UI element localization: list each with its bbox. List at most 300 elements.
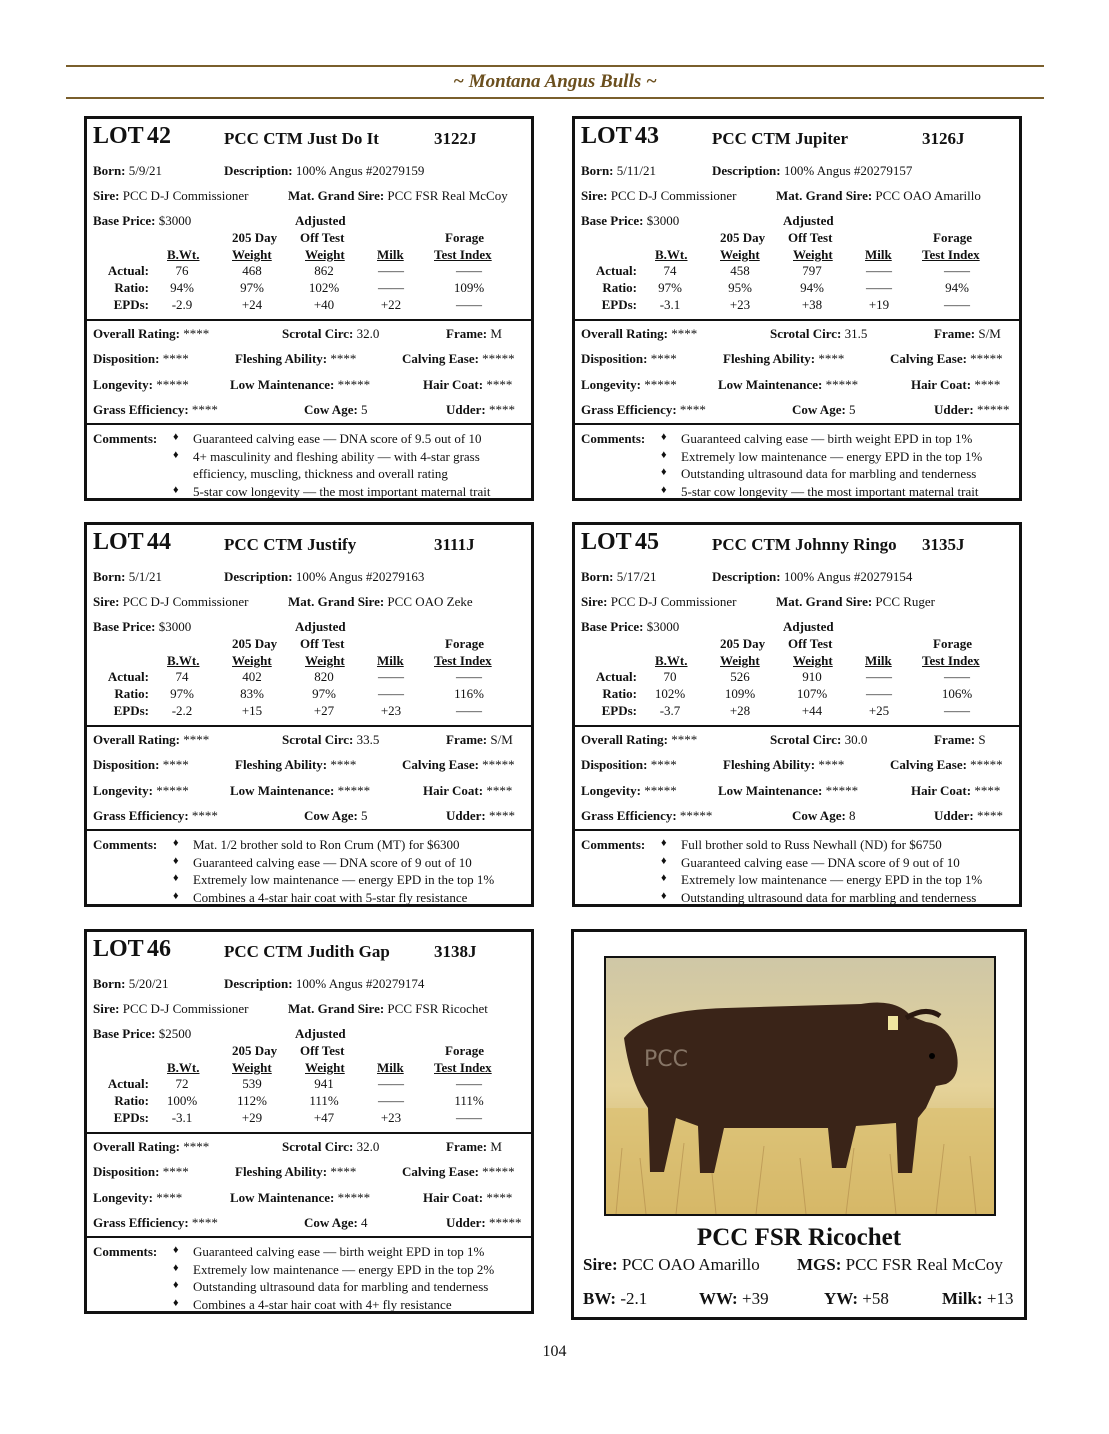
cow-age: Cow Age: 5 (792, 402, 856, 417)
comment-line: 4+ masculinity and fleshing ability — with 4-star grass (193, 448, 480, 464)
born-field: Born: 5/9/21 (93, 163, 162, 178)
sire-field: Sire: PCC D-J Commissioner (581, 188, 737, 203)
comment-line: Guaranteed calving ease — DNA score of 9.5 out of 10 (193, 431, 482, 446)
row-label-actual: Actual: (107, 1076, 149, 1091)
cell-epds-2: +40 (313, 297, 335, 312)
cell-epds-4: —— (456, 297, 482, 312)
comment-bullet-icon: ♦ (173, 854, 179, 867)
cell-ratio-3: —— (866, 280, 892, 295)
feature-bull-mgs: MGS: PCC FSR Real McCoy (797, 1255, 1003, 1274)
cell-ratio-4: 109% (453, 280, 485, 295)
cell-actual-3: —— (866, 669, 892, 684)
row-label-actual: Actual: (107, 669, 149, 684)
cell-actual-0: 76 (175, 263, 189, 278)
row-label-epds: EPDs: (601, 297, 637, 312)
divider (87, 725, 531, 727)
row-label-ratio: Ratio: (114, 686, 149, 701)
base-price-field: Base Price: $3000 (581, 619, 680, 634)
scrotal-circ: Scrotal Circ: 30.0 (770, 732, 868, 747)
cell-actual-1: 539 (242, 1076, 262, 1091)
cell-actual-0: 74 (175, 669, 189, 684)
cell-actual-2: 941 (314, 1076, 334, 1091)
comments-label: Comments: (581, 837, 646, 852)
comment-line: efficiency, muscling, thickness and overall rating (193, 466, 448, 481)
col-bwt: B.Wt. (167, 1060, 200, 1075)
cell-actual-4: —— (944, 263, 970, 278)
description-field: Description: 100% Angus #20279154 (712, 569, 913, 584)
lot-heading: LOT 43 (581, 123, 659, 149)
disposition: Disposition: **** (93, 757, 189, 772)
col-205-bottom: Weight (232, 653, 272, 668)
scrotal-circ: Scrotal Circ: 31.5 (770, 326, 868, 341)
bull-illustration (606, 958, 994, 1214)
cell-actual-2: 820 (314, 669, 334, 684)
lot-card-43 (572, 116, 1022, 501)
bull-name: PCC CTM Judith Gap (224, 942, 390, 961)
comment-line: Extremely low maintenance — energy EPD in the top 1% (193, 872, 495, 887)
cell-epds-2: +27 (313, 703, 335, 718)
born-field: Born: 5/17/21 (581, 569, 657, 584)
cell-epds-0: -3.7 (659, 703, 681, 718)
cell-ratio-4: 116% (454, 686, 484, 701)
cell-epds-4: —— (456, 703, 482, 718)
comment-line: Guaranteed calving ease — birth weight EPD in top 1% (681, 431, 973, 446)
base-price-field: Base Price: $2500 (93, 1026, 192, 1041)
comment-bullet-icon: ♦ (661, 872, 667, 884)
col-adjusted-header: Adjusted (783, 213, 834, 228)
col-offtest-top: Off Test (300, 230, 345, 245)
comment-bullet-icon: ♦ (661, 889, 667, 902)
fleshing-ability: Fleshing Ability: **** (723, 351, 845, 366)
col-forage-bottom: Test Index (434, 247, 492, 262)
low-maintenance: Low Maintenance: ***** (230, 377, 371, 392)
disposition: Disposition: **** (93, 1164, 189, 1179)
udder: Udder: **** (446, 808, 515, 823)
cell-ratio-0: 102% (654, 686, 686, 701)
longevity: Longevity: ***** (93, 783, 189, 798)
cow-age: Cow Age: 5 (304, 808, 368, 823)
comment-bullet-icon: ♦ (173, 448, 179, 461)
cell-ratio-2: 97% (312, 686, 336, 701)
frame: Frame: S (934, 732, 986, 747)
cell-actual-0: 74 (663, 263, 677, 278)
base-price-field: Base Price: $3000 (581, 213, 680, 228)
cell-epds-3: +22 (380, 297, 402, 312)
comment-bullet-icon: ♦ (173, 1244, 179, 1256)
cell-actual-0: 72 (175, 1076, 189, 1091)
lot-heading: LOT 45 (581, 529, 659, 555)
grass-efficiency: Grass Efficiency: **** (93, 808, 218, 823)
bull-tag: 3135J (922, 535, 965, 554)
feature-bull-card (571, 929, 1027, 1320)
feature-bull-yw: YW: +58 (824, 1289, 889, 1308)
cell-actual-4: —— (456, 1076, 482, 1091)
comment-bullet-icon: ♦ (173, 889, 179, 902)
lot-heading: LOT 42 (93, 123, 171, 149)
cell-ratio-2: 111% (309, 1093, 339, 1108)
row-label-actual: Actual: (595, 669, 637, 684)
col-forage-top: Forage (933, 636, 972, 651)
cell-ratio-0: 97% (658, 280, 682, 295)
frame: Frame: S/M (446, 732, 513, 747)
cell-ratio-3: —— (378, 686, 404, 701)
overall-rating: Overall Rating: **** (93, 1139, 210, 1154)
born-field: Born: 5/20/21 (93, 976, 169, 991)
comment-line: Extremely low maintenance — energy EPD in the top 1% (681, 448, 983, 464)
cell-ratio-3: —— (866, 686, 892, 701)
lot-card-46 (84, 929, 534, 1314)
comment-line: Guaranteed calving ease — DNA score of 9 out of 10 (193, 854, 472, 870)
feature-bull-ww: WW: +39 (699, 1289, 769, 1308)
col-forage-top: Forage (445, 636, 484, 651)
low-maintenance: Low Maintenance: ***** (718, 783, 859, 798)
col-bwt: B.Wt. (655, 653, 688, 668)
mgs-field: Mat. Grand Sire: PCC OAO Amarillo (776, 188, 981, 203)
udder: Udder: ***** (446, 1215, 522, 1230)
lot-card-45 (572, 522, 1022, 907)
comment-bullet-icon: ♦ (173, 1296, 179, 1309)
calving-ease: Calving Ease: ***** (890, 351, 1003, 366)
bull-name: PCC CTM Jupiter (712, 129, 848, 148)
comment-bullet-icon: ♦ (173, 431, 179, 443)
col-forage-top: Forage (445, 230, 484, 245)
comment-line: Guaranteed calving ease — birth weight EPD in top 1% (193, 1244, 485, 1259)
sire-field: Sire: PCC D-J Commissioner (93, 594, 249, 609)
cell-epds-2: +44 (801, 703, 823, 718)
col-205-bottom: Weight (720, 247, 760, 262)
divider (87, 319, 531, 321)
row-label-actual: Actual: (107, 263, 149, 278)
cell-ratio-1: 95% (728, 280, 752, 295)
calving-ease: Calving Ease: ***** (402, 757, 515, 772)
comment-line: Guaranteed calving ease — DNA score of 9 out of 10 (681, 854, 960, 870)
udder: Udder: ***** (934, 402, 1010, 417)
cell-actual-0: 70 (663, 669, 677, 684)
fleshing-ability: Fleshing Ability: **** (235, 351, 357, 366)
col-offtest-bottom: Weight (305, 1060, 345, 1075)
comment-bullet-icon: ♦ (661, 483, 667, 496)
comments-label: Comments: (93, 837, 158, 852)
col-offtest-bottom: Weight (793, 247, 833, 262)
comment-line: Combines a 4-star hair coat with 5-star fly resistance (193, 889, 468, 905)
fleshing-ability: Fleshing Ability: **** (235, 757, 357, 772)
bull-tag: 3126J (922, 129, 965, 148)
feature-bull-milk: Milk: +13 (942, 1289, 1014, 1308)
low-maintenance: Low Maintenance: ***** (718, 377, 859, 392)
col-205-bottom: Weight (232, 247, 272, 262)
lot-card-42 (84, 116, 534, 501)
col-offtest-bottom: Weight (305, 247, 345, 262)
col-adjusted-header: Adjusted (783, 619, 834, 634)
divider (87, 1236, 531, 1238)
cell-ratio-3: —— (378, 280, 404, 295)
cell-epds-2: +38 (801, 297, 823, 312)
feature-bull-sire: Sire: PCC OAO Amarillo (583, 1255, 760, 1274)
col-offtest-bottom: Weight (305, 653, 345, 668)
lot-heading: LOT 44 (93, 529, 171, 555)
comment-line: Outstanding ultrasound data for marbling and tenderness (681, 466, 977, 481)
sire-field: Sire: PCC D-J Commissioner (93, 188, 249, 203)
scrotal-circ: Scrotal Circ: 32.0 (282, 326, 380, 341)
fleshing-ability: Fleshing Ability: **** (723, 757, 845, 772)
col-milk: Milk (377, 653, 404, 668)
calving-ease: Calving Ease: ***** (890, 757, 1003, 772)
row-label-epds: EPDs: (113, 703, 149, 718)
comment-bullet-icon: ♦ (661, 448, 667, 461)
scrotal-circ: Scrotal Circ: 32.0 (282, 1139, 380, 1154)
cell-ratio-1: 109% (724, 686, 756, 701)
col-milk: Milk (377, 247, 404, 262)
cow-age: Cow Age: 8 (792, 808, 856, 823)
cell-ratio-2: 94% (800, 280, 824, 295)
divider (87, 423, 531, 425)
lot-card-44 (84, 522, 534, 907)
cell-actual-1: 526 (730, 669, 750, 684)
cell-ratio-4: 94% (945, 280, 969, 295)
cell-actual-3: —— (378, 1076, 404, 1091)
row-label-ratio: Ratio: (602, 280, 637, 295)
cell-epds-3: +23 (380, 703, 402, 718)
cell-actual-2: 862 (314, 263, 334, 278)
cell-actual-3: —— (866, 263, 892, 278)
cell-actual-1: 458 (730, 263, 750, 278)
col-forage-bottom: Test Index (922, 247, 980, 262)
cell-epds-0: -3.1 (171, 1110, 193, 1125)
udder: Udder: **** (446, 402, 515, 417)
hair-coat: Hair Coat: **** (423, 783, 513, 798)
comment-line: Outstanding ultrasound data for marbling and tenderness (193, 1279, 489, 1294)
header-rule-bottom (66, 97, 1044, 99)
header-rule-top (66, 65, 1044, 67)
cell-epds-4: —— (944, 297, 970, 312)
cell-actual-4: —— (456, 263, 482, 278)
page-title: ~ Montana Angus Bulls ~ (453, 71, 657, 92)
mgs-field: Mat. Grand Sire: PCC OAO Zeke (288, 594, 473, 609)
grass-efficiency: Grass Efficiency: ***** (581, 808, 713, 823)
feature-bull-name: PCC FSR Ricochet (696, 1224, 902, 1251)
col-205-top: 205 Day (232, 1043, 278, 1058)
frame: Frame: M (446, 1139, 502, 1154)
overall-rating: Overall Rating: **** (93, 326, 210, 341)
lot-heading: LOT 46 (93, 936, 171, 962)
col-adjusted-header: Adjusted (295, 213, 346, 228)
udder: Udder: **** (934, 808, 1003, 823)
col-bwt: B.Wt. (167, 653, 200, 668)
col-205-top: 205 Day (232, 230, 278, 245)
low-maintenance: Low Maintenance: ***** (230, 783, 371, 798)
grass-efficiency: Grass Efficiency: **** (93, 1215, 218, 1230)
col-offtest-bottom: Weight (793, 653, 833, 668)
divider (575, 829, 1019, 831)
description-field: Description: 100% Angus #20279159 (224, 163, 425, 178)
comment-bullet-icon: ♦ (661, 854, 667, 867)
col-forage-top: Forage (445, 1043, 484, 1058)
scrotal-circ: Scrotal Circ: 33.5 (282, 732, 380, 747)
cell-ratio-2: 107% (796, 686, 828, 701)
bull-name: PCC CTM Justify (224, 535, 357, 554)
col-offtest-top: Off Test (300, 636, 345, 651)
born-field: Born: 5/11/21 (581, 163, 656, 178)
comment-line: Extremely low maintenance — energy EPD in the top 1% (681, 872, 983, 887)
cell-actual-2: 910 (802, 669, 822, 684)
col-205-bottom: Weight (232, 1060, 272, 1075)
comment-bullet-icon: ♦ (173, 483, 179, 496)
comment-bullet-icon: ♦ (173, 1279, 179, 1291)
cell-epds-0: -3.1 (659, 297, 681, 312)
longevity: Longevity: ***** (581, 783, 677, 798)
description-field: Description: 100% Angus #20279174 (224, 976, 425, 991)
comment-line: 5-star cow longevity — the most important maternal trait (681, 483, 979, 499)
disposition: Disposition: **** (581, 351, 677, 366)
disposition: Disposition: **** (581, 757, 677, 772)
hair-coat: Hair Coat: **** (423, 1190, 513, 1205)
bull-name: PCC CTM Johnny Ringo (712, 535, 897, 554)
overall-rating: Overall Rating: **** (93, 732, 210, 747)
cell-actual-2: 797 (802, 263, 822, 278)
grass-efficiency: Grass Efficiency: **** (581, 402, 706, 417)
col-adjusted-header: Adjusted (295, 619, 346, 634)
comment-line: Extremely low maintenance — energy EPD in the top 2% (193, 1261, 495, 1277)
cell-actual-3: —— (378, 669, 404, 684)
mgs-field: Mat. Grand Sire: PCC FSR Ricochet (288, 1001, 488, 1016)
sire-field: Sire: PCC D-J Commissioner (581, 594, 737, 609)
cell-epds-1: +23 (729, 297, 751, 312)
cell-ratio-4: 106% (941, 686, 973, 701)
divider (575, 319, 1019, 321)
cow-age: Cow Age: 4 (304, 1215, 368, 1230)
comments-label: Comments: (93, 431, 158, 446)
page-number: 104 (542, 1343, 567, 1360)
cell-ratio-0: 100% (166, 1093, 198, 1108)
cell-ratio-1: 112% (237, 1093, 267, 1108)
overall-rating: Overall Rating: **** (581, 732, 698, 747)
bull-tag: 3122J (434, 129, 477, 148)
col-milk: Milk (865, 247, 892, 262)
col-205-top: 205 Day (720, 230, 766, 245)
divider (87, 1132, 531, 1134)
comment-bullet-icon: ♦ (173, 1261, 179, 1274)
cell-ratio-1: 97% (240, 280, 264, 295)
divider (575, 423, 1019, 425)
comment-bullet-icon: ♦ (661, 431, 667, 443)
comment-line: Outstanding ultrasound data for marbling and tenderness (681, 889, 977, 905)
comment-bullet-icon: ♦ (661, 466, 667, 478)
hair-coat: Hair Coat: **** (911, 377, 1001, 392)
cell-ratio-4: 111% (454, 1093, 484, 1108)
comment-line: Combines a 4-star hair coat with 4+ fly resistance (193, 1296, 452, 1312)
col-milk: Milk (865, 653, 892, 668)
cell-ratio-0: 94% (170, 280, 194, 295)
cell-epds-1: +28 (729, 703, 751, 718)
col-forage-top: Forage (933, 230, 972, 245)
cell-epds-3: +23 (380, 1110, 402, 1125)
cell-ratio-2: 102% (308, 280, 340, 295)
cow-age: Cow Age: 5 (304, 402, 368, 417)
col-adjusted-header: Adjusted (295, 1026, 346, 1041)
col-milk: Milk (377, 1060, 404, 1075)
cell-epds-4: —— (456, 1110, 482, 1125)
sire-field: Sire: PCC D-J Commissioner (93, 1001, 249, 1016)
comment-bullet-icon: ♦ (173, 837, 179, 849)
col-offtest-top: Off Test (788, 230, 833, 245)
longevity: Longevity: ***** (93, 377, 189, 392)
divider (87, 829, 531, 831)
feature-bull-bw: BW: -2.1 (583, 1289, 648, 1308)
cell-ratio-3: —— (378, 1093, 404, 1108)
bull-brand-text: PCC (644, 1047, 688, 1072)
comment-line: 5-star cow longevity — the most important maternal trait (193, 483, 491, 499)
row-label-epds: EPDs: (113, 297, 149, 312)
cell-actual-4: —— (456, 669, 482, 684)
calving-ease: Calving Ease: ***** (402, 351, 515, 366)
hair-coat: Hair Coat: **** (911, 783, 1001, 798)
row-label-ratio: Ratio: (114, 1093, 149, 1108)
cell-epds-1: +29 (241, 1110, 263, 1125)
col-offtest-top: Off Test (788, 636, 833, 651)
cell-actual-4: —— (944, 669, 970, 684)
frame: Frame: S/M (934, 326, 1001, 341)
cell-ratio-1: 83% (240, 686, 264, 701)
divider (575, 725, 1019, 727)
comment-line: Mat. 1/2 brother sold to Ron Crum (MT) for $6300 (193, 837, 460, 852)
cell-epds-3: +25 (868, 703, 890, 718)
cell-epds-0: -2.9 (171, 297, 193, 312)
cell-epds-2: +47 (313, 1110, 335, 1125)
row-label-epds: EPDs: (601, 703, 637, 718)
row-label-epds: EPDs: (113, 1110, 149, 1125)
cell-epds-0: -2.2 (171, 703, 193, 718)
col-bwt: B.Wt. (167, 247, 200, 262)
cell-actual-1: 402 (242, 669, 262, 684)
disposition: Disposition: **** (93, 351, 189, 366)
longevity: Longevity: ***** (581, 377, 677, 392)
base-price-field: Base Price: $3000 (93, 213, 192, 228)
comment-bullet-icon: ♦ (173, 872, 179, 884)
row-label-ratio: Ratio: (114, 280, 149, 295)
col-205-top: 205 Day (720, 636, 766, 651)
description-field: Description: 100% Angus #20279163 (224, 569, 425, 584)
comment-line: Full brother sold to Russ Newhall (ND) for $6750 (681, 837, 942, 852)
cell-epds-1: +15 (241, 703, 263, 718)
cell-ratio-0: 97% (170, 686, 194, 701)
overall-rating: Overall Rating: **** (581, 326, 698, 341)
frame: Frame: M (446, 326, 502, 341)
row-label-actual: Actual: (595, 263, 637, 278)
comments-label: Comments: (93, 1244, 158, 1259)
row-label-ratio: Ratio: (602, 686, 637, 701)
cell-epds-1: +24 (241, 297, 263, 312)
born-field: Born: 5/1/21 (93, 569, 162, 584)
mgs-field: Mat. Grand Sire: PCC Ruger (776, 594, 936, 609)
hair-coat: Hair Coat: **** (423, 377, 513, 392)
description-field: Description: 100% Angus #20279157 (712, 163, 913, 178)
cell-epds-3: +19 (868, 297, 890, 312)
cell-epds-4: —— (944, 703, 970, 718)
cell-actual-1: 468 (242, 263, 262, 278)
col-forage-bottom: Test Index (434, 653, 492, 668)
cell-actual-3: —— (378, 263, 404, 278)
low-maintenance: Low Maintenance: ***** (230, 1190, 371, 1205)
bull-photo (604, 956, 996, 1216)
bull-name: PCC CTM Just Do It (224, 129, 379, 148)
col-205-top: 205 Day (232, 636, 278, 651)
comments-label: Comments: (581, 431, 646, 446)
col-205-bottom: Weight (720, 653, 760, 668)
col-forage-bottom: Test Index (434, 1060, 492, 1075)
fleshing-ability: Fleshing Ability: **** (235, 1164, 357, 1179)
longevity: Longevity: **** (93, 1190, 183, 1205)
grass-efficiency: Grass Efficiency: **** (93, 402, 218, 417)
